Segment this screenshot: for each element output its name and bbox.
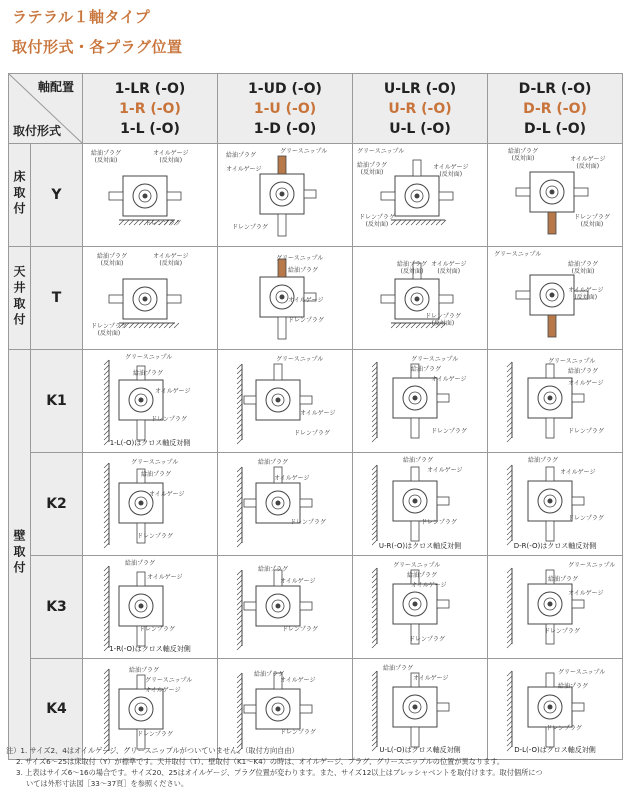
- part-label: 給油プラグ (反対面): [97, 253, 128, 267]
- part-label: 給油プラグ (反対面): [568, 261, 599, 275]
- diagram-canvas: [83, 659, 217, 759]
- column-header-line: 1-L (-O): [120, 120, 180, 137]
- diagram-k2-1: [83, 453, 218, 556]
- axis-arrangement-label: 軸配置: [37, 80, 74, 94]
- gearbox-drawing: [353, 144, 488, 246]
- part-label: オイルゲージ: [300, 410, 336, 417]
- row-code-k3: K3: [31, 556, 83, 659]
- part-label: グリースニップル: [357, 148, 405, 155]
- diagram-k3-1: [83, 556, 218, 659]
- part-label: グリースニップル: [494, 251, 542, 258]
- column-header-line: 1-R (-O): [119, 100, 181, 117]
- column-header-3: [353, 74, 488, 144]
- diagram-k3-4: [488, 556, 623, 659]
- part-label: グリースニップル: [568, 562, 616, 569]
- row-code-y: Y: [31, 144, 83, 247]
- part-label: 給油プラグ: [383, 665, 414, 672]
- part-label: 給油プラグ: [403, 457, 434, 464]
- table-corner-header: [9, 74, 83, 144]
- column-header-line: D-R (-O): [523, 100, 587, 117]
- part-label: ドレンプラグ: [546, 725, 582, 732]
- diagram-canvas: [353, 350, 487, 452]
- diagram-caption: 1-L(-O)はクロス軸反対側: [109, 439, 191, 447]
- part-label: ドレンプラグ: [232, 224, 268, 231]
- diagram-k2-2: [218, 453, 353, 556]
- diagram-y-4: [488, 144, 623, 247]
- footnote: いては外形寸法図［33〜37頁］を参照ください。: [26, 779, 189, 788]
- part-label: オイルゲージ: [280, 578, 316, 585]
- part-label: オイルゲージ: [560, 469, 596, 476]
- gearbox-drawing: [488, 350, 623, 452]
- diagram-t-1: [83, 247, 218, 350]
- group-wall-label: 壁取付: [12, 529, 26, 577]
- part-label: オイルゲージ (反対面): [153, 253, 189, 267]
- diagram-canvas: [83, 350, 217, 452]
- row-code-k1: K1: [31, 350, 83, 453]
- diagram-canvas: [83, 247, 217, 349]
- mounting-table: [8, 73, 623, 760]
- gearbox-drawing: [218, 350, 353, 452]
- gearbox-drawing: [218, 247, 353, 349]
- part-label: オイルゲージ (反対面): [431, 261, 467, 275]
- part-label: グリースニップル: [276, 356, 324, 363]
- part-label: ドレンプラグ: [137, 731, 173, 738]
- diagram-y-3: [353, 144, 488, 247]
- part-label: オイルゲージ: [147, 574, 183, 581]
- part-label: 給油プラグ: [254, 671, 285, 678]
- part-label: オイルゲージ (反対面): [568, 287, 604, 301]
- group-ceiling-label: 天井取付: [12, 264, 26, 329]
- part-label: オイルゲージ: [431, 376, 467, 383]
- column-header-line: D-LR (-O): [518, 80, 592, 97]
- gearbox-drawing: [353, 453, 488, 555]
- part-label: ドレンプラグ: [568, 428, 604, 435]
- part-label: 給油プラグ: [411, 366, 442, 373]
- diagram-y-2: [218, 144, 353, 247]
- part-label: 給油プラグ: [258, 459, 289, 466]
- column-header-4: [488, 74, 623, 144]
- diagram-caption: U-R(-O)はクロス軸反対側: [378, 542, 462, 550]
- part-label: オイルゲージ: [280, 677, 316, 684]
- diagram-canvas: [353, 247, 487, 349]
- group-floor: [9, 144, 31, 247]
- group-ceiling: [9, 247, 31, 350]
- part-label: オイルゲージ: [226, 166, 262, 173]
- gearbox-drawing: [83, 350, 218, 452]
- part-label: グリースニップル: [125, 354, 173, 361]
- part-label: ドレンプラグ: [421, 519, 457, 526]
- column-header-line: 1-D (-O): [253, 120, 317, 137]
- diagram-canvas: [83, 556, 217, 658]
- part-label: オイルゲージ: [274, 475, 310, 482]
- part-label: グリースニップル: [280, 148, 328, 155]
- page-title: ラテラル１軸タイプ: [12, 8, 151, 26]
- column-header-line: D-L (-O): [524, 120, 586, 137]
- column-header-2: [218, 74, 353, 144]
- part-label: オイルゲージ: [568, 590, 604, 597]
- part-label: ドレンプラグ (反対面): [91, 323, 127, 337]
- column-header-line: U-R (-O): [388, 100, 452, 117]
- part-label: ドレンプラグ: [151, 416, 187, 423]
- part-label: ドレンプラグ: [137, 533, 173, 540]
- gearbox-drawing: [218, 453, 353, 555]
- part-label: グリースニップル: [145, 677, 193, 684]
- part-label: ドレンプラグ: [280, 729, 316, 736]
- diagram-k2-3: [353, 453, 488, 556]
- diagram-t-2: [218, 247, 353, 350]
- part-label: 給油プラグ (反対面): [91, 150, 122, 164]
- part-label: グリースニップル: [393, 562, 441, 569]
- diagram-canvas: [488, 350, 622, 452]
- part-label: グリースニップル: [276, 255, 324, 262]
- diagram-t-4: [488, 247, 623, 350]
- row-code-k2: K2: [31, 453, 83, 556]
- row-code-k4: K4: [31, 659, 83, 760]
- column-header-line: 1-UD (-O): [248, 80, 322, 97]
- part-label: ドレンプラグ: [294, 430, 330, 437]
- part-label: 給油プラグ: [129, 667, 160, 674]
- part-label: 給油プラグ: [133, 370, 164, 377]
- part-label: オイルゲージ: [288, 297, 324, 304]
- gearbox-drawing: [488, 453, 623, 555]
- diagram-canvas: [83, 453, 217, 555]
- part-label: ドレンプラグ (反対面): [359, 214, 395, 228]
- page-subtitle: 取付形式・各プラグ位置: [12, 38, 183, 56]
- part-label: 給油プラグ: [407, 572, 438, 579]
- diagram-canvas: [488, 659, 622, 759]
- part-label: 給油プラグ: [141, 471, 172, 478]
- diagram-canvas: [353, 659, 487, 759]
- diagram-t-3: [353, 247, 488, 350]
- diagram-canvas: [218, 144, 352, 246]
- part-label: ドレンプラグ: [288, 317, 324, 324]
- diagram-canvas: [353, 556, 487, 658]
- part-label: ドレンプラグ: [290, 519, 326, 526]
- diagram-canvas: [353, 453, 487, 555]
- footnote: 2. サイズ6〜25は床取付（Y）が標準です。天井取付（T）、壁取付（K1〜K4）の時は、オイルゲージ、プラグ、グリースニップルの位置が異なります。: [16, 757, 505, 766]
- part-label: ドレンプラグ: [145, 220, 181, 227]
- gearbox-drawing: [83, 556, 218, 658]
- part-label: ドレンプラグ (反対面): [574, 214, 610, 228]
- part-label: 給油プラグ: [125, 560, 156, 567]
- mounting-type-label: 取付形式: [13, 124, 62, 138]
- diagram-caption: D-R(-O)はクロス軸反対側: [513, 542, 597, 550]
- part-label: オイルゲージ: [413, 675, 449, 682]
- part-label: 給油プラグ: [528, 457, 559, 464]
- part-label: ドレンプラグ (反対面): [425, 313, 461, 327]
- diagram-k1-1: [83, 350, 218, 453]
- diagram-canvas: [218, 350, 352, 452]
- diagram-k1-2: [218, 350, 353, 453]
- part-label: ドレンプラグ: [544, 628, 580, 635]
- part-label: グリースニップル: [131, 459, 179, 466]
- diagram-k1-4: [488, 350, 623, 453]
- part-label: ドレンプラグ: [431, 428, 467, 435]
- diagram-canvas: [218, 247, 352, 349]
- part-label: 給油プラグ: [226, 152, 257, 159]
- gearbox-drawing: [488, 556, 623, 658]
- part-label: ドレンプラグ: [409, 636, 445, 643]
- diagram-canvas: [218, 659, 352, 759]
- part-label: オイルゲージ: [145, 687, 181, 694]
- part-label: グリースニップル: [558, 669, 606, 676]
- row-code-t: T: [31, 247, 83, 350]
- part-label: 給油プラグ: [258, 566, 289, 573]
- part-label: 給油プラグ (反対面): [397, 261, 428, 275]
- footnotes: [6, 745, 626, 789]
- group-floor-label: 床取付: [12, 169, 26, 218]
- part-label: オイルゲージ: [427, 467, 463, 474]
- part-label: ドレンプラグ: [282, 626, 318, 633]
- group-wall: [9, 350, 31, 760]
- part-label: ドレンプラグ: [139, 626, 175, 633]
- part-label: オイルゲージ (反対面): [153, 150, 189, 164]
- part-label: 給油プラグ (反対面): [508, 148, 539, 162]
- part-label: 給油プラグ (反対面): [357, 162, 388, 176]
- diagram-canvas: [218, 556, 352, 658]
- diagram-canvas: [488, 144, 622, 246]
- diagram-k2-4: [488, 453, 623, 556]
- column-header-line: U-LR (-O): [383, 80, 457, 97]
- part-label: グリースニップル: [411, 356, 459, 363]
- diagram-k3-2: [218, 556, 353, 659]
- part-label: オイルゲージ: [149, 491, 185, 498]
- diagram-canvas: [83, 144, 217, 246]
- diagram-caption: U-L(-O)はクロス軸反対側: [379, 746, 461, 754]
- diagram-canvas: [488, 556, 622, 658]
- part-label: オイルゲージ: [568, 380, 604, 387]
- part-label: 給油プラグ: [288, 267, 319, 274]
- diagram-caption: 1-R(-O)はクロス軸反対側: [109, 645, 191, 653]
- footnote: 注）1. サイズ2、4はオイルゲージ、グリースニップルがついていません。（取付方向自由）: [6, 746, 299, 755]
- part-label: 給油プラグ: [548, 576, 579, 583]
- part-label: オイルゲージ: [155, 388, 191, 395]
- column-header-line: 1-LR (-O): [114, 80, 186, 97]
- part-label: オイルゲージ: [411, 582, 447, 589]
- part-label: 給油プラグ: [568, 368, 599, 375]
- diagram-k3-3: [353, 556, 488, 659]
- column-header-line: U-L (-O): [389, 120, 451, 137]
- part-label: オイルゲージ (反対面): [570, 156, 606, 170]
- part-label: グリースニップル: [548, 358, 596, 365]
- column-header-line: 1-U (-O): [253, 100, 317, 117]
- footnote: 3. 上表はサイズ6〜16の場合です。サイズ20、25はオイルゲージ、プラグ位置が変わります。また、サイズ12以上はブレッシャベントを取付けます。取付個所につ: [16, 768, 543, 777]
- diagram-canvas: [488, 453, 622, 555]
- diagram-canvas: [488, 247, 622, 349]
- part-label: オイルゲージ (反対面): [433, 164, 469, 178]
- column-header-1: [83, 74, 218, 144]
- diagram-caption: D-L(-O)はクロス軸反対側: [514, 746, 596, 754]
- diagram-canvas: [218, 453, 352, 555]
- diagram-y-1: [83, 144, 218, 247]
- diagram-canvas: [353, 144, 487, 246]
- diagram-k1-3: [353, 350, 488, 453]
- part-label: ドレンプラグ: [568, 515, 604, 522]
- part-label: 給油プラグ: [558, 683, 589, 690]
